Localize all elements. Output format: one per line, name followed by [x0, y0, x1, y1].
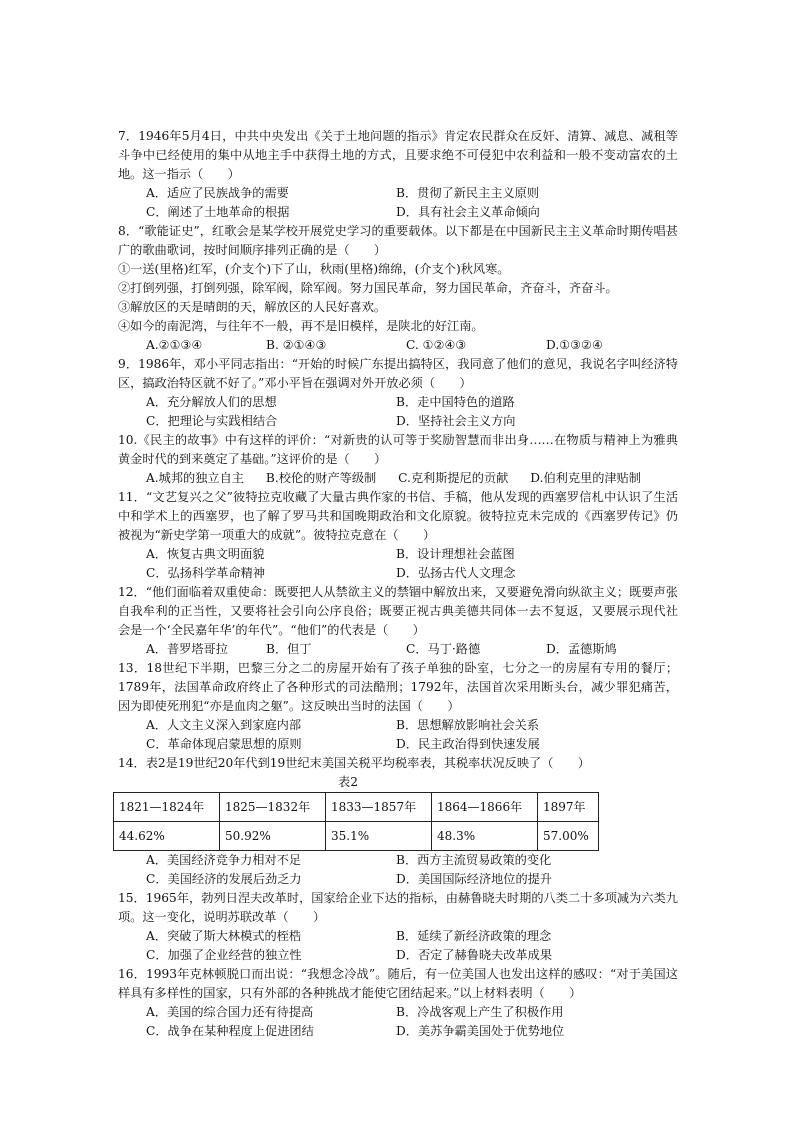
question-stem: 13．18世纪下半期，巴黎三分之二的房屋开始有了孩子单独的卧室，七分之一的房屋有专用的餐厅；1789年，法国革命政府终止了各种形式的司法酷刑；1792年，法国首次采用断头台，减少罪犯痛苦，因为即使死刑犯“亦是血肉之躯”。这反映出当时的法国（ ） — [118, 661, 678, 713]
option-b: B．贯彻了新民主主义原则 — [396, 186, 540, 200]
table-header-cell: 1833—1857年 — [326, 793, 432, 822]
question-stem: 12．“他们面临着双重使命：既要把人从禁欲主义的禁锢中解放出来，又要避免滑向纵欲主义；既要声张自我牟利的正当性，又要将社会引向公序良俗；既要正视古典美德共同体一去不复返，又要展示现代社会是一个‘全民嘉年华’的年代”。“他们”的代表是（ ） — [118, 585, 678, 637]
option-d: D．否定了赫鲁晓夫改革成果 — [396, 948, 553, 962]
lyric-3: ③解放区的天是晴朗的天，解放区的人民好喜欢。 — [118, 300, 387, 314]
lyric-2: ②打倒列强，打倒列强，除军阀，除军阀。努力国民革命，努力国民革命，齐奋斗，齐奋斗。 — [118, 281, 618, 295]
option-a: A．恢复古典文明面貌 — [146, 547, 265, 561]
option-d: D．坚持社会主义方向 — [396, 414, 516, 428]
question-stem: 16．1993年克林顿脱口而出说：“我想念冷战”。随后，有一位美国人也发出这样的感叹：“对于美国这样具有多样性的国家，只有外部的各种挑战才能使它团结起来。”以上材料表明（ ） — [118, 967, 678, 1000]
option-b: B．思想解放影响社会关系 — [396, 718, 540, 732]
table-cell: 44.62% — [114, 822, 220, 851]
option-b: B．西方主流贸易政策的变化 — [396, 853, 552, 867]
option-d: D．孟德斯鸠 — [546, 642, 617, 656]
lyric-1: ①一送(里格)红军，(介支个)下了山，秋雨(里格)绵绵，(介支个)秋风寒。 — [118, 262, 510, 276]
option-a: A．美国的综合国力还有待提高 — [146, 1005, 314, 1019]
option-a: A．美国经济竞争力相对不足 — [146, 853, 302, 867]
table-cell: 48.3% — [432, 822, 538, 851]
options — [118, 640, 678, 659]
table-cell: 35.1% — [326, 822, 432, 851]
options — [118, 927, 678, 965]
option-b: B．但丁 — [266, 642, 312, 656]
option-b: B.校伦的财产等级制 — [265, 471, 377, 485]
options — [118, 184, 678, 222]
question-stem: 11．“文艺复兴之父”彼特拉克收藏了大量古典作家的书信、手稿，他从发现的西塞罗信札中认识了生活中和学术上的西塞罗，也了解了罗马共和国晚期政治和文化原貌。彼特拉克未完成的《西塞罗传记》仍被视为“新史学第一项重大的成就”。彼特拉克意在（ ） — [118, 490, 678, 542]
table-header-cell: 1825—1832年 — [220, 793, 326, 822]
option-d: D．美国国际经济地位的提升 — [396, 872, 553, 886]
question-stem: 9．1986年，邓小平同志指出：“开始的时候广东提出搞特区，我同意了他们的意见，我说名字叫经济特区，搞政治特区就不好了。”邓小平旨在强调对外开放必须（ ） — [118, 357, 678, 390]
options — [118, 1003, 678, 1041]
option-d: D．民主政治得到快速发展 — [396, 737, 540, 751]
table-cell: 57.00% — [538, 822, 599, 851]
option-b: B．设计理想社会蓝图 — [396, 547, 515, 561]
table-header-cell: 1864—1866年 — [432, 793, 538, 822]
question-8 — [118, 222, 678, 355]
option-c: C.克利斯提尼的贡献 — [398, 471, 509, 485]
option-c: C．战争在某种程度上促进团结 — [146, 1024, 314, 1038]
question-stem: 10.《民主的故事》中有这样的评价：“对新贵的认可等于奖励智慧而非出身……在物质与精神上为雅典黄金时代的到来奠定了基础。”这评价的是（ ） — [118, 433, 678, 466]
question-stem: 15．1965年，勃列日涅夫改革时，国家给企业下达的指标，由赫鲁晓夫时期的八类二十多项减为六类九项。这一变化，说明苏联改革（ ） — [118, 891, 678, 924]
question-10 — [118, 431, 678, 488]
question-13 — [118, 659, 678, 754]
table-title: 表2 — [338, 775, 358, 789]
question-stem: 14．表2是19世纪20年代到19世纪末美国关税平均税率表，其税率状况反映了（ ） — [118, 756, 590, 770]
option-c: C．美国经济的发展后劲乏力 — [146, 872, 302, 886]
option-b: B．延续了新经济政策的理念 — [396, 929, 552, 943]
option-a: A．人文主义深入到家庭内部 — [146, 718, 302, 732]
option-a: A．适应了民族战争的需要 — [146, 186, 289, 200]
option-c: C．马丁·路德 — [406, 642, 481, 656]
option-a: A.城邦的独立自主 — [146, 471, 244, 485]
options — [118, 545, 678, 583]
option-d: D．美苏争霸美国处于优势地位 — [396, 1024, 565, 1038]
option-c: C．把理论与实践相结合 — [146, 414, 278, 428]
table-header-cell: 1821—1824年 — [114, 793, 220, 822]
option-d: D.①③②④ — [546, 338, 603, 352]
option-d: D.伯利克里的津贴制 — [530, 471, 641, 485]
table-row — [114, 793, 599, 822]
option-c: C．加强了企业经营的独立性 — [146, 948, 302, 962]
question-14 — [118, 754, 678, 889]
option-c: C. ①②④③ — [406, 338, 467, 352]
question-11 — [118, 488, 678, 583]
lyric-4: ④如今的南泥湾，与往年不一般，再不是旧模样，是陕北的好江南。 — [118, 319, 484, 333]
question-7 — [118, 127, 678, 222]
exam-page — [118, 127, 678, 1041]
option-d: D．弘扬古代人文理念 — [396, 566, 516, 580]
question-15 — [118, 889, 678, 965]
question-stem: 8．“歌能证史”，红歌会是某学校开展党史学习的重要载体。以下都是在中国新民主主义革命时期传唱甚广的歌曲歌词，按时间顺序排列正确的是（ ） — [118, 224, 678, 257]
option-d: D．具有社会主义革命倾向 — [396, 205, 540, 219]
option-b: B．冷战客观上产生了积极作用 — [396, 1005, 564, 1019]
question-stem: 7．1946年5月4日，中共中央发出《关于土地问题的指示》肯定农民群众在反奸、清算、减息、减租等斗争中已经使用的集中从地主手中获得土地的方式，且要求绝不可侵犯中农利益和一般不变动富农的土地。这一指示（ ） — [118, 129, 678, 181]
option-c: C．革命体现启蒙思想的原则 — [146, 737, 302, 751]
question-16 — [118, 965, 678, 1041]
options — [118, 851, 678, 889]
option-c: C．阐述了土地革命的根据 — [146, 205, 290, 219]
options — [118, 336, 678, 355]
option-b: B．走中国特色的道路 — [396, 395, 515, 409]
option-a: A．突破了斯大林模式的桎梏 — [146, 929, 302, 943]
options — [118, 469, 678, 488]
question-9 — [118, 355, 678, 431]
table-cell: 50.92% — [220, 822, 326, 851]
options — [118, 393, 678, 431]
question-12 — [118, 583, 678, 659]
table-header-cell: 1897年 — [538, 793, 599, 822]
table-row — [114, 822, 599, 851]
option-a: A.②①③④ — [146, 338, 203, 352]
option-c: C．弘扬科学革命精神 — [146, 566, 266, 580]
tariff-table — [113, 792, 599, 851]
option-a: A．充分解放人们的思想 — [146, 395, 277, 409]
option-a: A．普罗塔哥拉 — [146, 642, 228, 656]
options — [118, 716, 678, 754]
option-b: B. ②①④③ — [266, 338, 327, 352]
